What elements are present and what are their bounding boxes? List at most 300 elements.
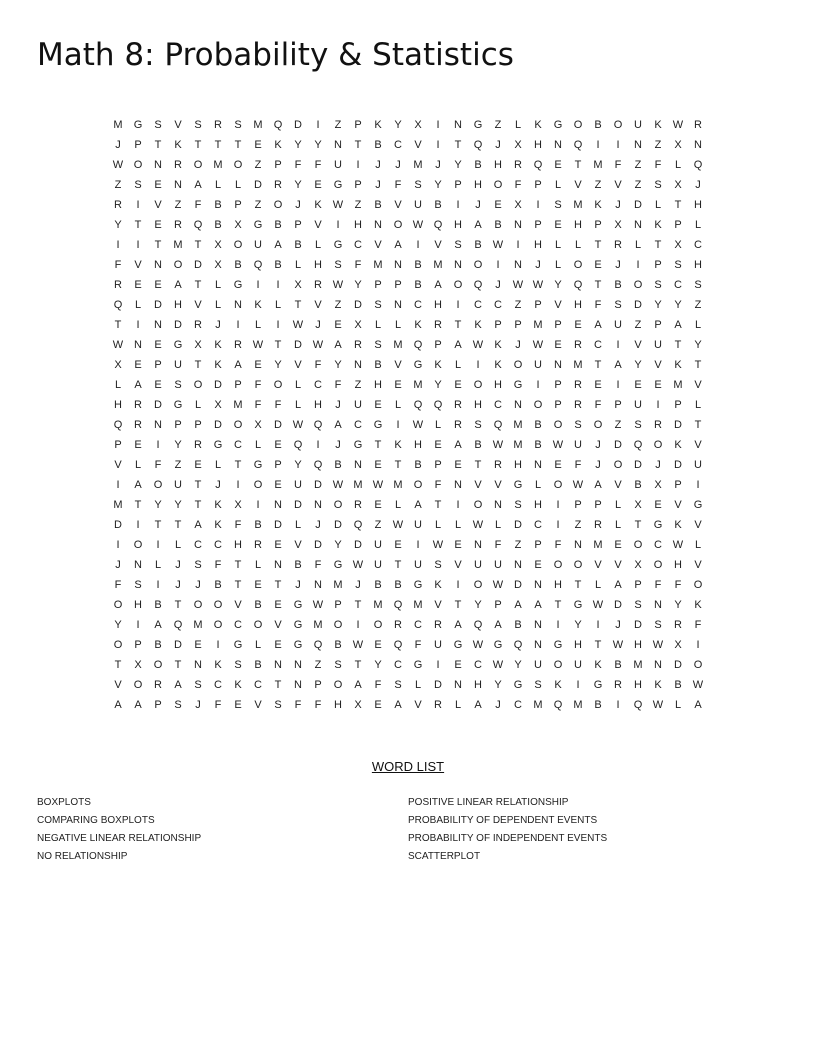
grid-letter: X bbox=[674, 239, 682, 251]
grid-letter: E bbox=[394, 379, 402, 391]
grid-letter: K bbox=[534, 119, 542, 131]
grid-letter: H bbox=[314, 399, 322, 411]
word-list-item: PROBABILITY OF INDEPENDENT EVENTS bbox=[408, 833, 608, 844]
grid-letter: O bbox=[393, 219, 403, 231]
grid-letter: Z bbox=[634, 319, 642, 331]
grid-letter: R bbox=[494, 459, 502, 471]
grid-letter: W bbox=[492, 439, 504, 451]
grid-letter: K bbox=[674, 519, 682, 531]
grid-letter: P bbox=[614, 399, 622, 411]
grid-letter: J bbox=[355, 579, 361, 591]
grid-letter: A bbox=[454, 619, 462, 631]
grid-letter: F bbox=[214, 699, 222, 711]
grid-row bbox=[108, 235, 708, 255]
grid-letter: G bbox=[233, 279, 243, 291]
grid-letter: W bbox=[332, 479, 344, 491]
grid-letter: T bbox=[154, 239, 162, 251]
grid-letter: A bbox=[674, 319, 682, 331]
grid-letter: M bbox=[213, 159, 223, 171]
grid-letter: U bbox=[694, 459, 702, 471]
grid-letter: O bbox=[513, 359, 523, 371]
grid-letter: T bbox=[474, 459, 482, 471]
grid-letter: Q bbox=[433, 219, 443, 231]
grid-letter: Q bbox=[513, 639, 523, 651]
grid-letter: I bbox=[256, 279, 260, 291]
grid-letter: E bbox=[594, 259, 602, 271]
grid-letter: K bbox=[494, 339, 502, 351]
grid-letter: O bbox=[153, 659, 163, 671]
grid-letter: U bbox=[574, 659, 582, 671]
grid-letter: H bbox=[234, 539, 242, 551]
grid-letter: R bbox=[514, 159, 522, 171]
grid-letter: O bbox=[193, 379, 203, 391]
grid-letter: O bbox=[173, 259, 183, 271]
grid-letter: I bbox=[436, 659, 440, 671]
grid-letter: D bbox=[274, 519, 282, 531]
grid-letter: S bbox=[674, 259, 682, 271]
grid-letter: M bbox=[253, 119, 263, 131]
grid-letter: H bbox=[694, 199, 702, 211]
grid-letter: V bbox=[574, 179, 582, 191]
grid-letter: N bbox=[134, 559, 142, 571]
grid-letter: C bbox=[534, 519, 542, 531]
grid-letter: J bbox=[615, 199, 621, 211]
grid-letter: G bbox=[693, 499, 703, 511]
grid-letter: C bbox=[494, 299, 502, 311]
grid-letter: R bbox=[574, 399, 582, 411]
grid-letter: L bbox=[434, 519, 442, 531]
grid-letter: T bbox=[274, 339, 282, 351]
grid-letter: J bbox=[175, 559, 181, 571]
grid-letter: T bbox=[174, 659, 182, 671]
grid-letter: N bbox=[474, 539, 482, 551]
grid-letter: N bbox=[394, 259, 402, 271]
grid-letter: I bbox=[516, 239, 520, 251]
grid-letter: S bbox=[634, 599, 642, 611]
grid-letter: T bbox=[574, 579, 582, 591]
grid-letter: H bbox=[514, 459, 522, 471]
grid-letter: N bbox=[374, 219, 382, 231]
grid-letter: W bbox=[292, 419, 304, 431]
grid-letter: I bbox=[276, 279, 280, 291]
grid-letter: E bbox=[154, 339, 162, 351]
grid-letter: C bbox=[594, 339, 602, 351]
grid-letter: J bbox=[395, 159, 401, 171]
grid-letter: W bbox=[472, 339, 484, 351]
grid-letter: A bbox=[334, 339, 342, 351]
grid-letter: S bbox=[574, 419, 582, 431]
grid-letter: Y bbox=[294, 139, 302, 151]
grid-letter: P bbox=[134, 639, 142, 651]
grid-letter: P bbox=[434, 339, 442, 351]
grid-letter: I bbox=[476, 359, 480, 371]
grid-letter: O bbox=[613, 119, 623, 131]
grid-letter: W bbox=[492, 659, 504, 671]
grid-letter: Z bbox=[514, 299, 522, 311]
grid-letter: E bbox=[554, 219, 562, 231]
grid-letter: M bbox=[193, 619, 203, 631]
grid-letter: L bbox=[434, 419, 442, 431]
grid-letter: E bbox=[534, 559, 542, 571]
grid-letter: T bbox=[174, 519, 182, 531]
grid-letter: C bbox=[354, 239, 362, 251]
grid-letter: H bbox=[574, 639, 582, 651]
grid-letter: E bbox=[254, 139, 262, 151]
grid-letter: M bbox=[393, 339, 403, 351]
grid-row bbox=[108, 175, 708, 195]
grid-letter: R bbox=[454, 399, 462, 411]
grid-row bbox=[108, 595, 708, 615]
grid-letter: N bbox=[454, 119, 462, 131]
grid-letter: N bbox=[354, 359, 362, 371]
grid-letter: Y bbox=[674, 299, 682, 311]
grid-letter: I bbox=[216, 639, 220, 651]
grid-letter: E bbox=[254, 359, 262, 371]
grid-letter: E bbox=[654, 379, 662, 391]
grid-letter: G bbox=[413, 359, 423, 371]
grid-letter: C bbox=[234, 619, 242, 631]
grid-letter: O bbox=[213, 619, 223, 631]
grid-letter: K bbox=[214, 659, 222, 671]
grid-letter: N bbox=[514, 259, 522, 271]
grid-letter: S bbox=[234, 119, 242, 131]
grid-letter: L bbox=[634, 239, 642, 251]
grid-letter: K bbox=[554, 679, 562, 691]
word-list-item: NO RELATIONSHIP bbox=[37, 851, 128, 862]
grid-letter: U bbox=[414, 519, 422, 531]
grid-row bbox=[108, 475, 708, 495]
grid-letter: E bbox=[274, 479, 282, 491]
grid-letter: G bbox=[233, 639, 243, 651]
grid-letter: W bbox=[652, 639, 664, 651]
grid-letter: O bbox=[273, 199, 283, 211]
grid-letter: U bbox=[534, 659, 542, 671]
grid-letter: V bbox=[494, 479, 502, 491]
grid-letter: A bbox=[234, 359, 242, 371]
grid-letter: I bbox=[436, 119, 440, 131]
grid-letter: R bbox=[434, 699, 442, 711]
grid-letter: L bbox=[294, 259, 302, 271]
grid-letter: E bbox=[454, 459, 462, 471]
grid-letter: F bbox=[494, 539, 502, 551]
grid-letter: B bbox=[414, 279, 422, 291]
grid-letter: S bbox=[194, 559, 202, 571]
grid-letter: S bbox=[374, 299, 382, 311]
grid-row bbox=[108, 535, 708, 555]
grid-letter: Z bbox=[334, 299, 342, 311]
grid-letter: O bbox=[133, 539, 143, 551]
grid-letter: E bbox=[314, 179, 322, 191]
grid-letter: T bbox=[154, 139, 162, 151]
grid-letter: O bbox=[213, 599, 223, 611]
grid-letter: P bbox=[674, 399, 682, 411]
grid-letter: B bbox=[374, 359, 382, 371]
grid-letter: W bbox=[472, 519, 484, 531]
grid-letter: X bbox=[354, 319, 362, 331]
grid-letter: N bbox=[354, 459, 362, 471]
grid-letter: I bbox=[416, 239, 420, 251]
grid-letter: Y bbox=[674, 599, 682, 611]
grid-letter: S bbox=[454, 239, 462, 251]
grid-letter: M bbox=[393, 479, 403, 491]
grid-letter: O bbox=[233, 239, 243, 251]
grid-letter: T bbox=[194, 139, 202, 151]
grid-letter: B bbox=[414, 459, 422, 471]
grid-letter: U bbox=[374, 539, 382, 551]
grid-letter: W bbox=[672, 539, 684, 551]
grid-letter: W bbox=[292, 319, 304, 331]
grid-letter: L bbox=[214, 299, 222, 311]
grid-letter: B bbox=[334, 459, 342, 471]
grid-letter: R bbox=[594, 519, 602, 531]
grid-letter: F bbox=[254, 399, 262, 411]
grid-letter: L bbox=[654, 199, 662, 211]
grid-letter: N bbox=[654, 599, 662, 611]
grid-letter: X bbox=[214, 399, 222, 411]
grid-letter: M bbox=[593, 159, 603, 171]
grid-letter: P bbox=[554, 399, 562, 411]
grid-letter: Y bbox=[374, 659, 382, 671]
grid-letter: E bbox=[334, 319, 342, 331]
grid-letter: P bbox=[154, 359, 162, 371]
grid-letter: R bbox=[194, 319, 202, 331]
grid-letter: Y bbox=[554, 279, 562, 291]
grid-letter: W bbox=[412, 219, 424, 231]
grid-letter: V bbox=[614, 479, 622, 491]
grid-letter: A bbox=[174, 279, 182, 291]
grid-letter: Q bbox=[293, 439, 303, 451]
grid-letter: W bbox=[332, 279, 344, 291]
grid-letter: L bbox=[154, 559, 162, 571]
grid-letter: Z bbox=[354, 379, 362, 391]
grid-letter: Q bbox=[473, 279, 483, 291]
grid-row bbox=[108, 255, 708, 275]
grid-letter: F bbox=[394, 179, 402, 191]
grid-letter: G bbox=[413, 579, 423, 591]
grid-letter: Z bbox=[634, 159, 642, 171]
grid-letter: N bbox=[574, 539, 582, 551]
grid-letter: V bbox=[614, 179, 622, 191]
grid-letter: R bbox=[454, 419, 462, 431]
grid-letter: E bbox=[154, 179, 162, 191]
word-list-item: POSITIVE LINEAR RELATIONSHIP bbox=[408, 797, 569, 808]
grid-letter: L bbox=[574, 239, 582, 251]
grid-letter: J bbox=[115, 139, 121, 151]
grid-letter: F bbox=[234, 519, 242, 531]
grid-letter: F bbox=[294, 159, 302, 171]
grid-letter: A bbox=[134, 379, 142, 391]
grid-letter: Y bbox=[294, 459, 302, 471]
grid-letter: F bbox=[294, 699, 302, 711]
grid-letter: L bbox=[254, 559, 262, 571]
grid-letter: A bbox=[614, 359, 622, 371]
grid-letter: K bbox=[214, 359, 222, 371]
grid-letter: I bbox=[656, 399, 660, 411]
grid-letter: J bbox=[175, 579, 181, 591]
grid-letter: K bbox=[314, 199, 322, 211]
grid-letter: I bbox=[456, 499, 460, 511]
grid-letter: M bbox=[413, 159, 423, 171]
grid-letter: S bbox=[174, 699, 182, 711]
grid-letter: O bbox=[573, 259, 583, 271]
grid-row bbox=[108, 435, 708, 455]
grid-letter: V bbox=[594, 559, 602, 571]
grid-letter: K bbox=[474, 319, 482, 331]
grid-letter: O bbox=[553, 659, 563, 671]
grid-letter: V bbox=[174, 119, 182, 131]
grid-letter: H bbox=[494, 379, 502, 391]
grid-letter: E bbox=[154, 219, 162, 231]
grid-letter: M bbox=[513, 419, 523, 431]
grid-letter: K bbox=[434, 579, 442, 591]
grid-letter: M bbox=[413, 599, 423, 611]
grid-letter: Z bbox=[634, 179, 642, 191]
grid-letter: D bbox=[634, 199, 642, 211]
grid-letter: A bbox=[134, 699, 142, 711]
grid-letter: N bbox=[514, 219, 522, 231]
grid-letter: K bbox=[214, 499, 222, 511]
grid-letter: U bbox=[374, 559, 382, 571]
grid-letter: O bbox=[493, 179, 503, 191]
grid-letter: F bbox=[374, 679, 382, 691]
grid-letter: T bbox=[214, 139, 222, 151]
grid-letter: T bbox=[234, 139, 242, 151]
grid-letter: N bbox=[274, 559, 282, 571]
grid-letter: Y bbox=[454, 159, 462, 171]
grid-letter: V bbox=[694, 519, 702, 531]
grid-letter: T bbox=[234, 459, 242, 471]
grid-letter: B bbox=[214, 219, 222, 231]
grid-letter: U bbox=[414, 199, 422, 211]
grid-letter: L bbox=[134, 459, 142, 471]
grid-letter: L bbox=[394, 399, 402, 411]
grid-letter: P bbox=[634, 579, 642, 591]
grid-letter: W bbox=[352, 559, 364, 571]
grid-letter: F bbox=[614, 159, 622, 171]
grid-letter: D bbox=[154, 299, 162, 311]
grid-letter: W bbox=[392, 519, 404, 531]
grid-letter: R bbox=[114, 199, 122, 211]
grid-letter: B bbox=[514, 619, 522, 631]
grid-letter: T bbox=[114, 659, 122, 671]
grid-letter: O bbox=[233, 419, 243, 431]
grid-letter: F bbox=[314, 699, 322, 711]
grid-letter: E bbox=[134, 439, 142, 451]
grid-letter: P bbox=[494, 319, 502, 331]
grid-letter: Z bbox=[314, 659, 322, 671]
grid-letter: E bbox=[154, 379, 162, 391]
grid-letter: K bbox=[654, 679, 662, 691]
grid-letter: N bbox=[454, 479, 462, 491]
grid-letter: G bbox=[293, 639, 303, 651]
grid-letter: X bbox=[514, 199, 522, 211]
word-list-item: SCATTERPLOT bbox=[408, 851, 481, 862]
grid-letter: L bbox=[694, 319, 702, 331]
grid-letter: C bbox=[314, 379, 322, 391]
grid-letter: F bbox=[334, 379, 342, 391]
grid-letter: S bbox=[654, 619, 662, 631]
grid-letter: V bbox=[314, 219, 322, 231]
grid-letter: E bbox=[614, 539, 622, 551]
grid-letter: C bbox=[694, 239, 702, 251]
grid-letter: J bbox=[655, 459, 661, 471]
grid-letter: F bbox=[254, 379, 262, 391]
grid-letter: T bbox=[594, 279, 602, 291]
grid-letter: P bbox=[274, 159, 282, 171]
grid-letter: U bbox=[334, 159, 342, 171]
grid-letter: X bbox=[614, 219, 622, 231]
grid-letter: P bbox=[534, 299, 542, 311]
grid-letter: G bbox=[333, 239, 343, 251]
grid-letter: N bbox=[314, 499, 322, 511]
grid-letter: X bbox=[634, 559, 642, 571]
grid-letter: T bbox=[594, 639, 602, 651]
grid-letter: A bbox=[394, 699, 402, 711]
grid-letter: A bbox=[194, 179, 202, 191]
grid-letter: I bbox=[616, 699, 620, 711]
grid-letter: A bbox=[174, 679, 182, 691]
grid-letter: E bbox=[434, 439, 442, 451]
word-search-grid bbox=[108, 115, 708, 715]
grid-letter: I bbox=[436, 139, 440, 151]
grid-letter: V bbox=[374, 239, 382, 251]
grid-letter: Y bbox=[494, 679, 502, 691]
grid-letter: O bbox=[233, 159, 243, 171]
grid-letter: F bbox=[314, 559, 322, 571]
grid-letter: H bbox=[534, 239, 542, 251]
grid-letter: Y bbox=[514, 659, 522, 671]
grid-letter: G bbox=[293, 619, 303, 631]
grid-letter: I bbox=[156, 539, 160, 551]
grid-letter: I bbox=[616, 339, 620, 351]
grid-letter: F bbox=[674, 579, 682, 591]
grid-letter: E bbox=[374, 459, 382, 471]
grid-row bbox=[108, 555, 708, 575]
grid-letter: V bbox=[194, 299, 202, 311]
grid-letter: M bbox=[313, 619, 323, 631]
grid-letter: J bbox=[615, 259, 621, 271]
grid-letter: N bbox=[314, 579, 322, 591]
grid-letter: W bbox=[312, 599, 324, 611]
grid-letter: R bbox=[134, 399, 142, 411]
grid-letter: B bbox=[154, 639, 162, 651]
grid-letter: A bbox=[414, 499, 422, 511]
grid-letter: N bbox=[494, 499, 502, 511]
grid-letter: M bbox=[233, 399, 243, 411]
grid-letter: L bbox=[274, 299, 282, 311]
grid-letter: W bbox=[372, 479, 384, 491]
grid-letter: S bbox=[694, 279, 702, 291]
grid-letter: E bbox=[274, 439, 282, 451]
grid-letter: U bbox=[494, 559, 502, 571]
grid-row bbox=[108, 415, 708, 435]
grid-letter: I bbox=[536, 379, 540, 391]
grid-letter: B bbox=[594, 699, 602, 711]
grid-letter: P bbox=[594, 499, 602, 511]
grid-letter: K bbox=[214, 339, 222, 351]
grid-letter: D bbox=[354, 299, 362, 311]
grid-letter: L bbox=[214, 279, 222, 291]
grid-letter: Q bbox=[393, 599, 403, 611]
grid-letter: C bbox=[394, 139, 402, 151]
grid-letter: O bbox=[553, 559, 563, 571]
grid-letter: R bbox=[434, 619, 442, 631]
grid-letter: U bbox=[614, 319, 622, 331]
grid-letter: O bbox=[453, 279, 463, 291]
grid-letter: R bbox=[314, 279, 322, 291]
grid-letter: P bbox=[554, 379, 562, 391]
grid-letter: Q bbox=[313, 459, 323, 471]
